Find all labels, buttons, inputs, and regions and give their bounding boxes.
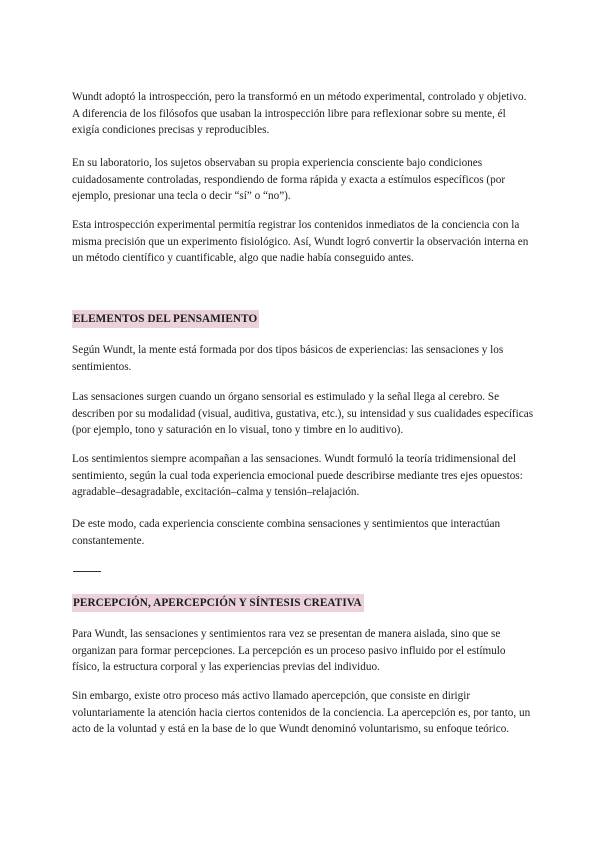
elementos-paragraph-4: De este modo, cada experiencia consciente combina sensaciones y sentimientos que interactúan constantemente. — [72, 518, 501, 547]
section-heading-percepcion: PERCEPCIÓN, APERCEPCIÓN Y SÍNTESIS CREATIVA — [72, 594, 364, 612]
elementos-paragraph-1: Según Wundt, la mente está formada por dos tipos básicos de experiencias: las sensaciones y los sentimientos. — [72, 344, 504, 373]
intro-paragraph-1: Wundt adoptó la introspección, pero la transformó en un método experimental, controlado y objetivo. A diferencia de los filósofos que usaban la introspección libre para reflexionar sobre su mente, él exigía condiciones precisas y reproducibles. — [72, 91, 527, 136]
intro-paragraph-2: En su laboratorio, los sujetos observaban su propia experiencia consciente bajo condiciones cuidadosamente controladas, respondiendo de forma rápida y exacta a estímulos específicos (por ejemplo, presionar una tecla o decir “sí” o “no”). — [72, 157, 506, 202]
percepcion-paragraph-2: Sin embargo, existe otro proceso más activo llamado apercepción, que consiste en dirigir voluntariamente la atención hacia ciertos contenidos de la conciencia. La apercepción es, por tanto, un acto de la voluntad y está en la base de lo que Wundt denominó voluntarismo, su enfoque teórico. — [72, 690, 531, 735]
elementos-paragraph-3: Los sentimientos siempre acompañan a las sensaciones. Wundt formuló la teoría tridimensional del sentimiento, según la cual toda experiencia emocional puede describirse mediante tres ejes opuestos: agradable–desagradable, excitación–calma y tensión–relajación. — [72, 453, 523, 498]
section-divider — [73, 571, 101, 572]
section-heading-elementos: ELEMENTOS DEL PENSAMIENTO — [72, 310, 259, 328]
elementos-paragraph-2: Las sensaciones surgen cuando un órgano sensorial es estimulado y la señal llega al cerebro. Se describen por su modalidad (visual, auditiva, gustativa, etc.), su intensidad y sus cualidades específicas (por ejemplo, tono y saturación en lo visual, tono y timbre en lo auditivo). — [72, 391, 534, 436]
percepcion-paragraph-1: Para Wundt, las sensaciones y sentimientos rara vez se presentan de manera aislada, sino que se organizan para formar percepciones. La percepción es un proceso pasivo influido por el estímulo físico, la estructura corporal y las experiencias previas del individuo. — [72, 628, 506, 673]
intro-paragraph-3: Esta introspección experimental permitía registrar los contenidos inmediatos de la conciencia con la misma precisión que un experimento fisiológico. Así, Wundt logró convertir la observación interna en un método científico y cuantificable, algo que nadie había conseguido antes. — [72, 219, 529, 264]
